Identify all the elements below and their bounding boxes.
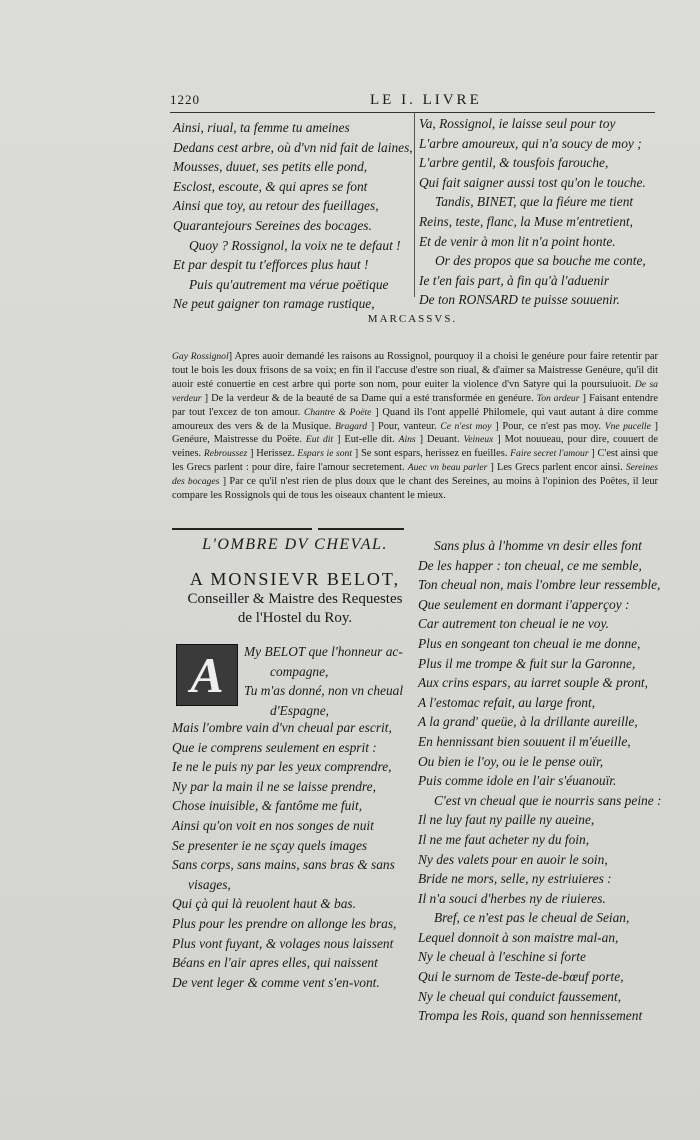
- verse-line: Que ie comprens seulement en esprit :: [172, 739, 377, 755]
- verse-line: Ainsi que toy, au retour des fueillages,: [173, 198, 379, 214]
- verse-line: My BELOT que l'honneur ac-: [244, 644, 403, 659]
- page-header: [170, 92, 655, 112]
- verse-line: Sans plus à l'homme vn desir elles font: [434, 538, 642, 553]
- dedication-place: de l'Hostel du Roy.: [237, 610, 353, 626]
- verse-line: Ainsi qu'on voit en nos songes de nuit: [172, 817, 374, 833]
- verse-line: Esclost, escoute, & qui apres se font: [173, 178, 368, 194]
- commentary-text: ] Mot nouueau, pour dire, couuert de veines.: [172, 434, 658, 460]
- commentary-lemma: De sa verdeur: [172, 378, 658, 404]
- page-number: 1220: [170, 92, 200, 107]
- verse-line: Puis qu'autrement ma vérue poëtique: [189, 276, 389, 292]
- verse-line: Ainsi, riual, ta femme tu ameines: [173, 120, 350, 135]
- verse-line: L'arbre gentil, & tousfois farouche,: [419, 155, 609, 171]
- verse-line: Qui çà qui là reuolent haut & bas.: [172, 896, 356, 912]
- verse-line: Reins, teste, flanc, la Muse m'entretient,: [419, 213, 633, 229]
- verse-line: Tandis, BINET, que la fiéure me tient: [435, 194, 634, 210]
- verse-line: C'est vn cheual que ie nourris sans peine :: [434, 792, 662, 808]
- commentary-lemma: Ains: [398, 434, 416, 446]
- commentary-lemma: Sereines des bocages: [172, 462, 658, 488]
- commentary-lemma: Auec vn beau parler: [407, 462, 488, 474]
- verse-line: L'arbre amoureux, qui n'a soucy de moy ;: [419, 135, 642, 151]
- commentary-title: MARCASSVS.: [367, 313, 458, 325]
- commentary-text: ] Deuant.: [415, 434, 464, 446]
- commentary-text: ] Eut-elle dit.: [333, 434, 399, 446]
- verse-line: Qui fait saigner aussi tost qu'on le touche.: [419, 174, 646, 190]
- verse-line: Plus vont fuyant, & volages nous laissent: [172, 935, 394, 951]
- verse-line: Que seulement en dormant i'apperçoy :: [418, 596, 630, 612]
- verse-line: Ny le cheual qui conduict faussement,: [418, 988, 622, 1004]
- verse-line: Il ne luy faut ny paille ny aueine,: [418, 812, 595, 828]
- commentary-text: ] Genéure, Maistresse du Poëte.: [172, 420, 658, 446]
- verse-line: Se presenter ie ne sçay quels images: [172, 837, 368, 853]
- commentary-text: ] Se sont espars, herissez en fueilles.: [352, 448, 511, 460]
- commentary-lemma: Chantre & Poëte: [303, 406, 372, 418]
- verse-line: Sans corps, sans mains, sans bras & sans: [172, 857, 395, 873]
- verse-line: Il n'a souci d'herbes ny de riuieres.: [418, 890, 606, 906]
- verse-line: Bride ne mors, selle, ny estriuieres :: [418, 871, 612, 887]
- section-rule-right: [318, 528, 404, 530]
- commentary-lemma: Bragard: [334, 420, 368, 432]
- commentary-text: ] Faisant entendre par tout l'excez de ton amour.: [172, 392, 658, 418]
- verse-line: Va, Rossignol, ie laisse seul pour toy: [419, 116, 616, 131]
- ornamental-initial: A: [176, 644, 238, 706]
- verse-line: De les happer : ton cheual, ce me semble,: [418, 557, 642, 573]
- verse-line: Ne peut gaigner ton ramage rustique,: [173, 296, 375, 312]
- verse-line: Ie t'en fais part, à fin qu'à l'aduenir: [419, 272, 610, 288]
- verse-line: compagne,: [270, 663, 329, 679]
- commentary-text: ] De la verdeur & de la beauté de sa Dame qui a esté transformée en genéure.: [201, 392, 537, 404]
- commentary-text: ] Herissez.: [247, 448, 298, 460]
- commentary-text: ] Apres auoir demandé les raisons au Rossignol, pourquoy il a choisi le genéure pour faire retentir par tout le bois les doux frisons de sa voix; en fin il l'accuse d'estre son riual, & d'aimer sa Maistresse Genéure, qu'il dit auoir esté conuertie en cest arbre qui porte son nom, pour euiter la violence d'vn Satyre qui la poursuiuoit.: [172, 351, 658, 390]
- verse-line: De vent leger & comme vent s'en-vont.: [172, 974, 380, 990]
- verse-line: A la grand' queüe, à la drillante aureille,: [418, 714, 638, 730]
- section-rule-left: [172, 528, 312, 530]
- commentary-text: ] Pour, vanteur.: [367, 420, 441, 432]
- verse-line: Quoy ? Rossignol, la voix ne te defaut !: [189, 237, 401, 253]
- verse-line: Aux crins espars, au iarret souple & pront,: [418, 675, 648, 691]
- verse-line: Dedans cest arbre, où d'vn nid fait de laines,: [173, 139, 413, 155]
- verse-line: Il ne me faut acheter ny du foin,: [418, 831, 590, 847]
- commentary-lemma: Gay Rossignol: [172, 351, 229, 362]
- poem2-left-column: [172, 536, 418, 992]
- commentary-lemma: Veineux: [463, 434, 494, 446]
- commentary-text: ] Pour, ce n'est pas moy.: [491, 420, 605, 432]
- verse-line: Lequel donnoit à son maistre mal-an,: [418, 929, 619, 945]
- verse-line: Trompa les Rois, quand son hennissement: [418, 1008, 643, 1024]
- verse-line: Plus en songeant ton cheual ie me donne,: [418, 635, 641, 651]
- verse-line: Mais l'ombre vain d'vn cheual par escrit,: [172, 720, 392, 735]
- verse-line: Qui le surnom de Teste-de-bœuf porte,: [418, 969, 624, 985]
- running-title: LE I. LIVRE: [370, 92, 482, 108]
- commentary-lemma: Espars ie sont: [297, 448, 352, 460]
- verse-line: Ou bien ie l'oy, ou ie le pense ouïr,: [418, 753, 604, 769]
- commentary-lemma: Ce n'est moy: [440, 420, 492, 432]
- verse-line: De ton RONSARD te puisse souuenir.: [419, 292, 620, 308]
- commentary-text: ] Par ce qu'il n'est rien de plus doux que le chant des Sereines, au moins à l'opinion des Poëtes, il leur compare les Rossignols qui de tous les oiseaux chantent le mieux.: [172, 476, 658, 502]
- verse-line: En hennissant bien souuent il m'éueille,: [418, 733, 631, 749]
- commentary-text: ] Quand ils l'ont appellé Philomele, qui vaut autant à dire comme amoureux des vers & de la Musique.: [172, 406, 658, 432]
- verse-line: Quarantejours Sereines des bocages.: [173, 217, 372, 233]
- verse-line: Plus il me trompe & fuit sur la Garonne,: [418, 655, 636, 671]
- dedication-name: A MONSIEVR BELOT,: [189, 569, 401, 589]
- verse-line: Car autrement ton cheual ie ne voy.: [418, 616, 610, 632]
- poem2-right-column: [418, 536, 668, 1026]
- commentary-text: ] C'est ainsi que les Grecs parlent : pour dire, faire l'amour secretement.: [172, 448, 658, 474]
- verse-line: Chose inuisible, & fantôme me fuit,: [172, 798, 363, 814]
- verse-line: Or des propos que sa bouche me conte,: [435, 253, 646, 269]
- verse-line: Bref, ce n'est pas le cheual de Seian,: [434, 910, 630, 926]
- commentary-lemma: Ton ardeur: [536, 392, 580, 404]
- poem1-right-column: [419, 114, 659, 310]
- verse-line: Ny le cheual à l'eschine si forte: [418, 949, 586, 965]
- commentary-lemma: Eut dit: [305, 434, 334, 446]
- verse-line: Et par despit tu t'efforces plus haut !: [173, 257, 369, 273]
- verse-line: Puis comme idole en l'air s'éuanouïr.: [418, 773, 617, 789]
- verse-line: Ie ne le puis ny par les yeux comprendre,: [172, 759, 392, 775]
- commentary-lemma: Vne pucelle: [604, 420, 651, 432]
- column-divider: [414, 112, 415, 297]
- verse-line: A l'estomac refait, au large front,: [418, 694, 596, 710]
- verse-line: Mousses, duuet, ses petits elle pond,: [173, 159, 368, 175]
- verse-line: Tu m'as donné, non vn cheual: [244, 683, 404, 699]
- verse-line: Ny par la main il ne se laisse prendre,: [172, 778, 376, 794]
- commentary-text: ] Les Grecs parlent encor ainsi.: [487, 462, 626, 474]
- dedication-office: Conseiller & Maistre des Requestes: [187, 591, 403, 607]
- commentary-lemma: Faire secret l'amour: [510, 448, 589, 460]
- commentary-body: [172, 350, 658, 503]
- verse-line: Béans en l'air apres elles, qui naissent: [172, 955, 378, 971]
- verse-line: d'Espagne,: [270, 702, 330, 718]
- verse-line: Plus pour les prendre on allonge les bras,: [172, 915, 397, 931]
- opening-verses: [172, 640, 418, 720]
- verse-line: Et de venir à mon lit n'a point honte.: [419, 233, 616, 249]
- commentary-lemma: Rebroussez: [203, 448, 248, 460]
- verse-line: Ny des valets pour en auoir le soin,: [418, 851, 608, 867]
- poem1-left-column: [173, 118, 413, 314]
- verse-line: Ton cheual non, mais l'ombre leur ressemble,: [418, 577, 661, 593]
- poem-title: L'OMBRE DV CHEVAL.: [202, 536, 388, 553]
- verse-line: visages,: [188, 876, 231, 892]
- header-rule: [170, 112, 655, 113]
